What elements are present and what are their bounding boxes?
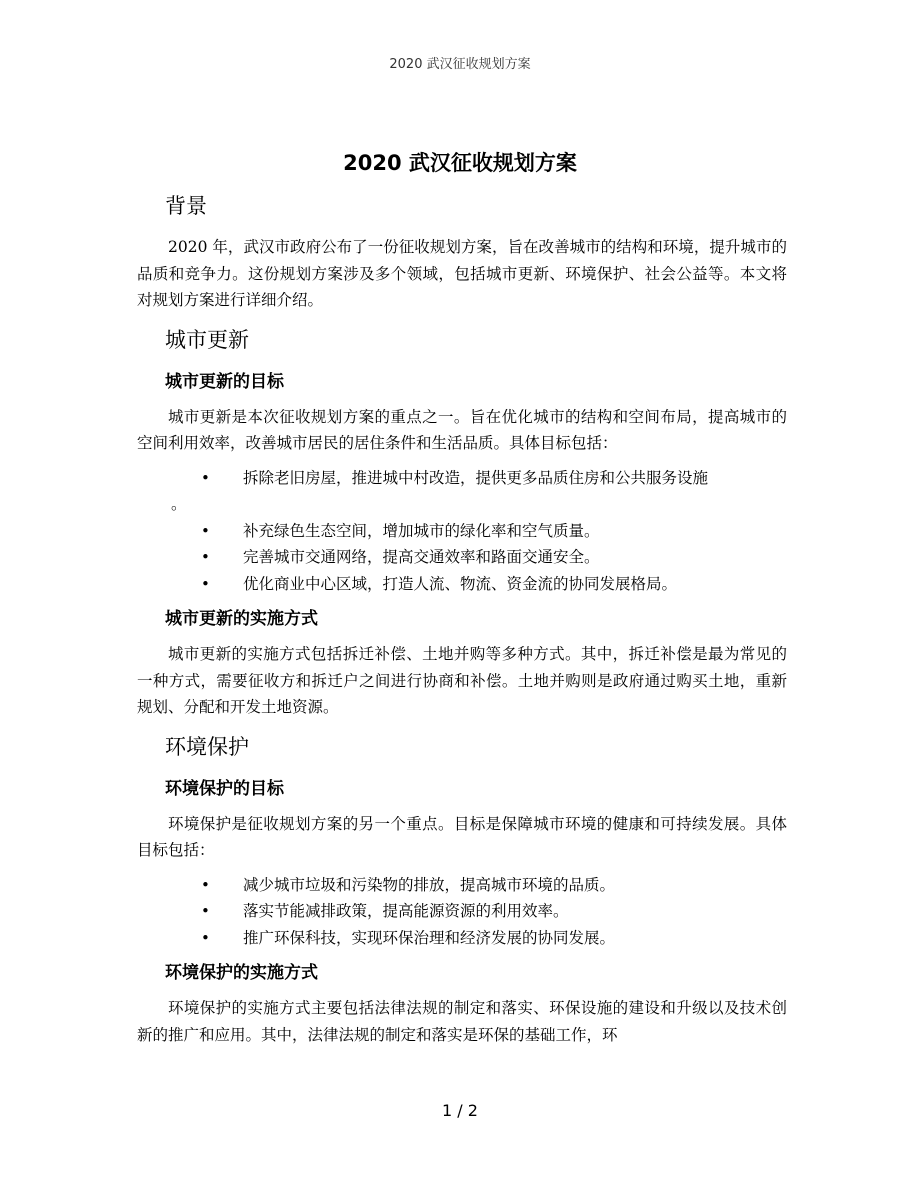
list-item-text: 减少城市垃圾和污染物的排放，提高城市环境的品质。 [243,875,616,894]
list-item-text: 拆除老旧房屋，推进城中村改造，提供更多品质住房和公共服务设施 [243,468,709,487]
list-item-text: 推广环保科技，实现环保治理和经济发展的协同发展。 [243,928,616,947]
list-item-text: 优化商业中心区域，打造人流、物流、资金流的协同发展格局。 [243,574,678,593]
list-item-text: 补充绿色生态空间，增加城市的绿化率和空气质量。 [243,521,600,540]
urban-renewal-goals-paragraph: 城市更新是本次征收规划方案的重点之一。旨在优化城市的结构和空间布局，提高城市的空间利用效率，改善城市居民的居住条件和生活品质。具体目标包括： [137,407,787,452]
section-heading-environment: 环境保护 [165,734,249,759]
list-item [137,465,787,518]
list-item [137,925,787,952]
bullet-icon: • [201,574,210,593]
list-item [137,571,787,598]
document-body [137,188,787,1048]
environment-goals-paragraph: 环境保护是征收规划方案的另一个重点。目标是保障城市环境的健康和可持续发展。具体目标包括： [137,814,787,859]
list-item-text: 完善城市交通网络，提高交通效率和路面交通安全。 [243,548,600,566]
subheading-urban-renewal-goals: 城市更新的目标 [165,371,284,392]
subheading-environment-goals: 环境保护的目标 [165,778,284,799]
environment-methods-paragraph: 环境保护的实施方式主要包括法律法规的制定和落实、环保设施的建设和升级以及技术创新的推广和应用。其中，法律法规的制定和落实是环保的基础工作，环 [137,999,787,1044]
subheading-environment-methods: 环境保护的实施方式 [165,963,318,983]
list-item-text-wrap: 。 [171,495,187,513]
list-item [137,518,787,545]
bullet-icon: • [201,902,210,920]
section-heading-urban-renewal: 城市更新 [165,327,249,352]
list-item [137,544,787,571]
document-title: 2020 武汉征收规划方案 [343,151,577,175]
bullet-icon: • [201,928,210,947]
bullet-icon: • [201,468,210,487]
bullet-icon: • [201,521,210,540]
running-header: 2020 武汉征收规划方案 [389,57,531,72]
subheading-urban-renewal-methods: 城市更新的实施方式 [165,609,318,629]
bullet-icon: • [201,875,210,894]
list-item [137,898,787,925]
list-item-text: 落实节能减排政策，提高能源资源的利用效率。 [243,902,569,920]
bullet-icon: • [201,548,210,566]
urban-renewal-goals-list [137,465,787,598]
page-number: 1 / 2 [442,1101,478,1120]
environment-goals-list [137,872,787,952]
list-item [137,872,787,899]
urban-renewal-methods-paragraph: 城市更新的实施方式包括拆迁补偿、土地并购等多种方式。其中，拆迁补偿是最为常见的一种方式，需要征收方和拆迁户之间进行协商和补偿。土地并购则是政府通过购买土地，重新规划、分配和开发土地资源。 [137,645,787,716]
section-heading-background: 背景 [165,194,207,218]
background-paragraph: 2020 年，武汉市政府公布了一份征收规划方案，旨在改善城市的结构和环境，提升城市的品质和竞争力。这份规划方案涉及多个领域，包括城市更新、环境保护、社会公益等。本文将对规划方案进行详细介绍。 [137,238,787,309]
